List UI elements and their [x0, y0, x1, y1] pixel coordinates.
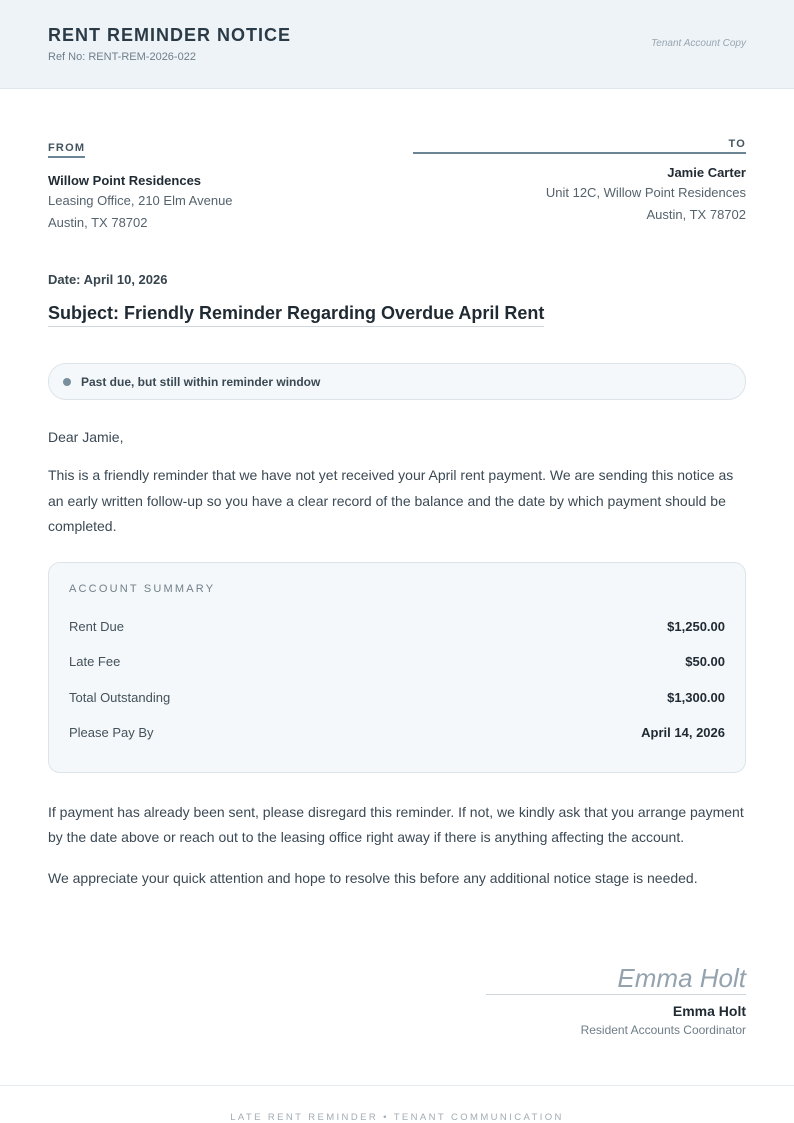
signature-block	[486, 962, 746, 1037]
account-summary-card	[48, 562, 746, 773]
footer-text: LATE RENT REMINDER • TENANT COMMUNICATION	[230, 1112, 564, 1123]
sender-block	[48, 138, 368, 234]
letter-date: Date: April 10, 2026	[48, 272, 168, 287]
document-title: RENT REMINDER NOTICE	[48, 25, 292, 45]
recipient-block	[413, 138, 746, 234]
signer-name: Emma Holt	[672, 1003, 746, 1019]
document-footer	[0, 1085, 794, 1123]
recipient-city-line: Austin, TX 78702	[646, 207, 746, 222]
parties-section	[48, 138, 746, 234]
status-text: Past due, but still within reminder window	[81, 374, 321, 389]
summary-value: $50.00	[685, 654, 725, 670]
account-summary-title: ACCOUNT SUMMARY	[69, 582, 216, 595]
summary-row-late-fee	[69, 644, 725, 680]
summary-label: Total Outstanding	[69, 689, 171, 705]
greeting: Dear Jamie,	[48, 429, 124, 445]
summary-label: Rent Due	[69, 618, 124, 634]
summary-row-pay-by	[69, 715, 725, 751]
summary-row-total-outstanding	[69, 680, 725, 716]
sender-name: Willow Point Residences	[48, 173, 202, 188]
signature-script: Emma Holt	[486, 962, 746, 995]
copy-label: Tenant Account Copy	[651, 38, 746, 49]
status-badge	[48, 363, 746, 400]
reference-number: Ref No: RENT-REM-2026-022	[48, 51, 196, 63]
letter-body	[0, 138, 794, 891]
payment-request-paragraph: If payment has already been sent, please disregard this reminder. If not, we kindly ask that you arrange payment by the date above or reach out to the leasing office right away if there is anything affecting the account.	[48, 803, 744, 845]
recipient-name: Jamie Carter	[667, 165, 746, 180]
closing-paragraph: We appreciate your quick attention and hope to resolve this before any additional notice stage is needed.	[48, 869, 698, 886]
summary-label: Late Fee	[69, 654, 121, 670]
document-header	[0, 0, 794, 89]
sender-city-line: Austin, TX 78702	[48, 215, 148, 230]
sender-address-line: Leasing Office, 210 Elm Avenue	[48, 193, 233, 208]
from-label: FROM	[48, 142, 85, 158]
summary-label: Please Pay By	[69, 725, 154, 741]
summary-value: $1,300.00	[667, 689, 725, 705]
letter-subject: Subject: Friendly Reminder Regarding Overdue April Rent	[48, 302, 544, 327]
intro-paragraph: This is a friendly reminder that we have not yet received your April rent payment. We are sending this notice as an early written follow-up so you have a clear record of the balance and the date by which payment should be completed.	[48, 467, 734, 534]
to-label: TO	[413, 138, 746, 154]
status-dot-icon	[63, 378, 71, 386]
signer-title: Resident Accounts Coordinator	[580, 1023, 746, 1037]
summary-value: $1,250.00	[667, 618, 725, 634]
summary-row-rent-due	[69, 609, 725, 645]
summary-value: April 14, 2026	[641, 725, 725, 741]
recipient-address-line: Unit 12C, Willow Point Residences	[545, 185, 746, 200]
